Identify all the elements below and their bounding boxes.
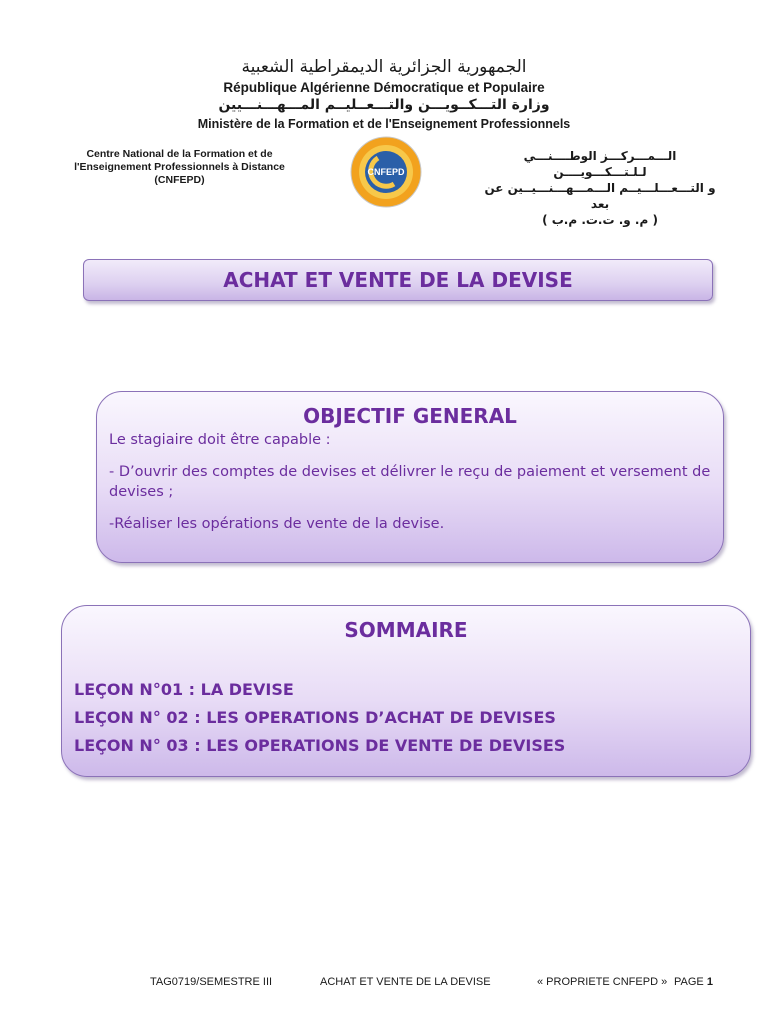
institution-french-line: Centre National de la Formation et de bbox=[86, 148, 273, 160]
footer-property: « PROPRIETE CNFEPD » bbox=[537, 976, 668, 988]
logo-text: CNFEPD bbox=[367, 167, 405, 177]
institution-french-line: (CNFEPD) bbox=[154, 174, 205, 186]
institution-name-french bbox=[62, 148, 297, 187]
objectif-point-2: -Réaliser les opérations de vente de la devise. bbox=[109, 516, 445, 532]
french-ministry-title: Ministère de la Formation et de l'Enseignement Professionnels bbox=[197, 117, 571, 131]
footer-page bbox=[674, 976, 713, 988]
footer-page-label: PAGE bbox=[674, 976, 704, 988]
institution-arabic-line: الـــمـــركـــز الوطــــنـــي لـلـتـــكـــويــــن bbox=[523, 149, 677, 179]
footer-title: ACHAT ET VENTE DE LA DEVISE bbox=[320, 976, 491, 988]
document-title: ACHAT ET VENTE DE LA DEVISE bbox=[83, 259, 713, 301]
objectif-general-box bbox=[96, 391, 724, 563]
institution-name-arabic bbox=[480, 148, 720, 228]
arabic-republic-title: الجمهورية الجزائرية الديمقراطية الشعبية bbox=[241, 57, 527, 77]
french-republic-title: République Algérienne Démocratique et Populaire bbox=[223, 80, 545, 95]
lesson-item: LEÇON N° 02 : LES OPERATIONS D’ACHAT DE DEVISES bbox=[74, 708, 556, 727]
sommaire-heading: SOMMAIRE bbox=[344, 618, 468, 642]
lesson-item: LEÇON N° 03 : LES OPERATIONS DE VENTE DE DEVISES bbox=[74, 736, 566, 755]
footer-page-number: 1 bbox=[706, 976, 713, 988]
footer-code: TAG0719/SEMESTRE III bbox=[150, 976, 273, 988]
cnfepd-logo bbox=[350, 136, 422, 208]
lesson-item: LEÇON N°01 : LA DEVISE bbox=[74, 680, 294, 699]
objectif-heading: OBJECTIF GENERAL bbox=[303, 404, 517, 428]
institution-arabic-line: و التـــعـــلـــيــم الـــمـــهـــنـــيــين عن بعد bbox=[484, 181, 716, 211]
objectif-point-1: - D’ouvrir des comptes de devises et délivrer le reçu de paiement et versement de devises ; bbox=[109, 464, 711, 500]
sommaire-box bbox=[61, 605, 751, 777]
institution-arabic-line: ( م. و. ت.ت. م.ب ) bbox=[542, 213, 658, 227]
objectif-intro: Le stagiaire doit être capable : bbox=[109, 432, 331, 448]
institution-french-line: l'Enseignement Professionnels à Distance bbox=[74, 161, 285, 173]
arabic-ministry-title: وزارة التـــكــويـــن والتـــعــليــم المـــهـــنـــيين bbox=[218, 97, 550, 113]
